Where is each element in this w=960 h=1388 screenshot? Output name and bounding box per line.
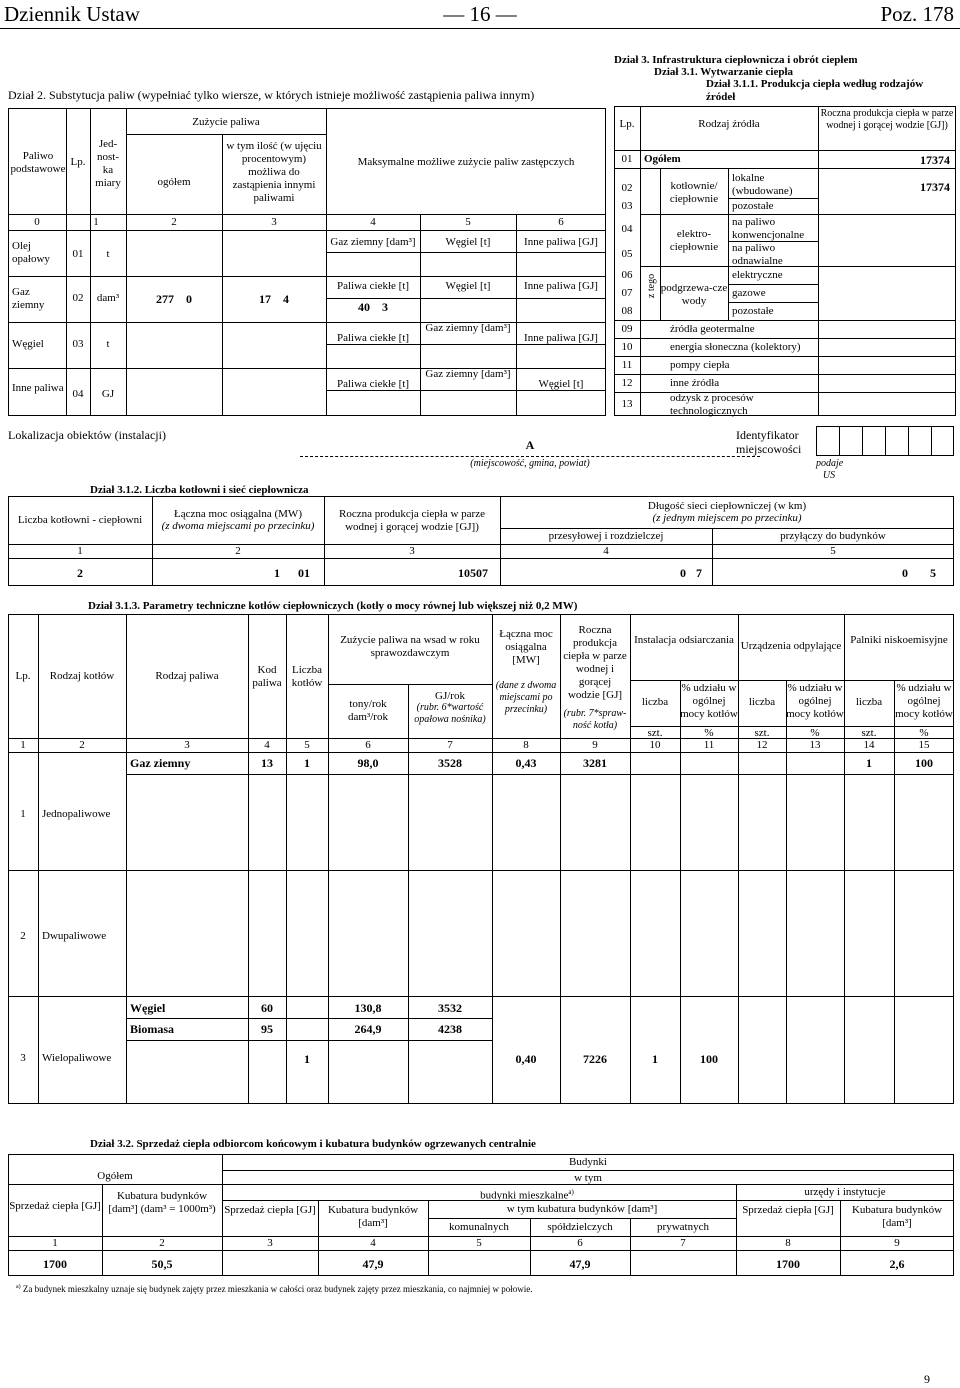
grid-line <box>492 614 493 1104</box>
sec2-colnum: 4 <box>370 216 376 228</box>
sec2-row-name: Gaz ziemny <box>12 286 45 311</box>
sec32-val: 1700 <box>776 1257 800 1271</box>
sec2-row-lp: 01 <box>72 248 84 260</box>
position-number: Poz. 178 <box>880 2 954 26</box>
grid-line <box>560 614 561 1104</box>
grid-line <box>8 214 606 215</box>
sec32-h-kom: komunalnych <box>449 1221 509 1233</box>
sec2-row-lp: 04 <box>72 388 84 400</box>
sec313-h-udzial: % udziału w ogólnej mocy kotłów <box>680 682 738 720</box>
sec312-h4: Długość sieci ciepłowniczej (w km) <box>647 500 807 512</box>
sec3-label: elektryczne <box>732 269 783 281</box>
sec3-label: energia słoneczna (kolektory) <box>670 341 801 353</box>
sec32-val: 2,6 <box>889 1257 905 1271</box>
sec32-h-kub: Kubatura budynków [dam³] <box>851 1204 943 1229</box>
grid-line <box>326 298 606 299</box>
grid-line <box>728 198 818 199</box>
sec3-lp: 06 <box>621 269 633 281</box>
sec3-label: źródła geotermalne <box>670 323 755 335</box>
grid-line <box>126 1018 492 1019</box>
sec3-h-roczna: Roczna produkcja ciepła w parze wodnej i gorącej wodzie [GJ]) <box>820 108 954 131</box>
sec313-h-gj: GJ/rok <box>435 690 465 702</box>
sec313-h-urz: Urządzenia odpylające <box>740 640 842 652</box>
sec2-sub-label: Inne paliwa [GJ] <box>524 236 598 248</box>
footnote-marker: a) <box>16 1284 21 1290</box>
grid-line <box>728 168 729 320</box>
sec313-colnum: 9 <box>592 739 598 751</box>
sec312-val: 10507 <box>458 566 488 580</box>
header-rule <box>0 28 960 29</box>
grid-line <box>614 338 956 339</box>
sec3-lp: 07 <box>621 287 633 299</box>
grid-line <box>126 1040 492 1041</box>
sec3-group: elektro-ciepłownie <box>669 228 719 253</box>
sec312-val: 2 <box>77 566 83 580</box>
sec313-prod: 7226 <box>583 1052 607 1066</box>
grid-line <box>8 322 606 323</box>
sec313-colnum: 10 <box>649 739 661 751</box>
sec2-colnum: 1 <box>93 216 99 228</box>
sec3-lp: 04 <box>621 223 633 235</box>
sec32-colnum: 1 <box>52 1237 58 1249</box>
sec3-group: podgrzewa-cze wody <box>660 282 728 307</box>
sec2-sub-label: Inne paliwa [GJ] <box>524 332 598 344</box>
sec312-h3: Roczna produkcja ciepła w parze wodnej i gorącej wodzie [GJ]) <box>339 508 485 533</box>
sec32-val: 47,9 <box>362 1257 384 1271</box>
sec313-gj: 3532 <box>438 1001 462 1015</box>
sec3-z-tego: z tego <box>646 273 657 299</box>
sec3-label: inne źródła <box>670 377 720 389</box>
grid-line <box>728 302 818 303</box>
grid-line <box>428 1218 736 1219</box>
sec2-sub-label: Paliwa ciekłe [t] <box>336 332 410 344</box>
sec313-h-udzial: % udziału w ogólnej mocy kotłów <box>895 682 953 720</box>
grid-line <box>326 252 606 253</box>
unit: % <box>810 727 820 739</box>
sec312-colnum: 3 <box>409 545 415 557</box>
sec32-colnum: 8 <box>785 1237 791 1249</box>
unit: szt. <box>754 727 770 739</box>
location-id-hint: podaje US <box>816 458 844 481</box>
unit: % <box>704 727 714 739</box>
sec313-c15: 100 <box>915 756 933 770</box>
sec32-h-wtym: w tym <box>574 1172 602 1184</box>
sec313-colnum: 4 <box>264 739 270 751</box>
label: budynki mieszkalne <box>480 1189 569 1202</box>
sec32-colnum: 9 <box>894 1237 900 1249</box>
sec313-paliwo: Biomasa <box>130 1022 175 1036</box>
sec31-title: Dział 3.1. Wytwarzanie ciepła <box>654 66 794 78</box>
sec313-c14: 1 <box>866 756 872 770</box>
grid-line <box>38 614 39 1104</box>
journal-title: Dziennik Ustaw <box>4 2 140 26</box>
sec312-val: 5 <box>930 566 936 580</box>
sec32-val: 50,5 <box>151 1257 173 1271</box>
sec313-paliwo: Węgiel <box>130 1001 166 1015</box>
sec2-colnum: 2 <box>171 216 177 228</box>
grid-line <box>500 528 954 529</box>
sec312-val: 0 <box>680 566 686 580</box>
sec313-tony: 98,0 <box>357 756 379 770</box>
footnote-ref: a) <box>568 1188 574 1196</box>
grid-line <box>630 614 631 1104</box>
sec3-label: Ogółem <box>644 153 681 165</box>
val: 40 <box>358 300 370 314</box>
sec32-h-mieszk <box>318 1186 736 1203</box>
sec313-h-gj-hint: (rubr. 6*wartość opałowa nośnika) <box>414 702 486 725</box>
grid-line <box>614 168 956 169</box>
sec3-title: Dział 3. Infrastruktura ciepłownicza i obrót ciepłem <box>614 54 858 66</box>
unit: % <box>919 727 929 739</box>
sec313-group-name: Wielopaliwowe <box>42 1052 112 1064</box>
sec2-sub-label: Gaz ziemny [dam³] <box>330 236 416 248</box>
sec312-h4-hint: (z jednym miejscem po przecinku) <box>652 512 802 524</box>
location-label: Lokalizacja obiektów (instalacji) <box>8 428 166 442</box>
sec312-val: 0 <box>902 566 908 580</box>
sec32-h-wtymkub: w tym kubatura budynków [dam³] <box>506 1203 658 1215</box>
sec3-label: pompy ciepła <box>670 359 730 371</box>
grid-line <box>640 214 956 215</box>
sec2-row-lp: 03 <box>72 338 84 350</box>
grid-line <box>839 426 840 456</box>
sec32-h-sprz: Sprzedaż ciepła [GJ] <box>742 1204 834 1216</box>
grid-line <box>614 356 956 357</box>
sec32-colnum: 2 <box>159 1237 165 1249</box>
sec313-paliwo: Gaz ziemny <box>130 756 191 770</box>
sec2-h-max: Maksymalne możliwe zużycie paliw zastępczych <box>357 156 575 168</box>
sec313-prod: 3281 <box>583 756 607 770</box>
sec3-lp: 10 <box>621 341 633 353</box>
sec32-colnum: 5 <box>476 1237 482 1249</box>
sec311-title: Dział 3.1.1. Produkcja ciepła według rodzajów źródeł <box>706 78 924 103</box>
sec2-colnum: 6 <box>558 216 564 228</box>
sec313-h-moc-hint: (dane z dwoma miejscami po przecinku) <box>495 680 557 715</box>
grid-line <box>8 276 606 277</box>
sec313-moc: 0,43 <box>515 756 537 770</box>
sec32-h-kub1: Kubatura budynków [dam³] (dam³ = 1000m³) <box>108 1190 216 1215</box>
grid-line <box>126 134 326 135</box>
sec313-tony: 264,9 <box>354 1022 382 1036</box>
sec3-lp: 02 <box>621 182 633 194</box>
sec3-label: na paliwo konwencjonalne <box>732 216 805 241</box>
sec313-colnum: 11 <box>703 739 715 751</box>
grid-line <box>614 320 956 321</box>
sec313-colnum: 15 <box>918 739 930 751</box>
grid-line <box>614 374 956 375</box>
sec313-kod: 95 <box>261 1022 273 1036</box>
sec313-h-zuz: Zużycie paliwa na wsad w roku sprawozdawczym <box>340 634 480 659</box>
sec3-lp: 08 <box>621 305 633 317</box>
sec312-h1: Liczba kotłowni - ciepłowni <box>17 514 143 526</box>
grid-line <box>885 426 886 456</box>
sec313-colnum: 1 <box>20 739 26 751</box>
grid-line <box>8 870 954 871</box>
sec313-lk: 1 <box>304 756 310 770</box>
sec313-c10: 1 <box>652 1052 658 1066</box>
grid-line <box>326 108 327 416</box>
grid-line <box>640 106 641 416</box>
grid-line <box>328 684 492 685</box>
sec313-c11: 100 <box>700 1052 718 1066</box>
unit: szt. <box>647 727 663 739</box>
sec2-row-lp: 02 <box>72 292 84 304</box>
sec2-h-lp: Lp. <box>70 156 86 168</box>
sec3-lp: 12 <box>621 377 633 389</box>
sec313-h-moc: Łączna moc osiągalna [MW] <box>499 628 553 666</box>
ogolem-num: 277 <box>156 292 174 306</box>
sec32-title: Dział 3.2. Sprzedaż ciepła odbiorcom końcowym i kubatura budynków ogrzewanych centralnie <box>90 1138 536 1150</box>
sec2-row-name: Inne paliwa <box>12 382 64 394</box>
sec313-colnum: 6 <box>365 739 371 751</box>
sec313-gj: 4238 <box>438 1022 462 1036</box>
footnote <box>16 1282 916 1295</box>
sec32-h-pryw: prywatnych <box>657 1221 709 1233</box>
sec3-lp: 09 <box>621 323 633 335</box>
grid-line <box>8 368 606 369</box>
grid-line <box>126 774 954 775</box>
page-header-number: — 16 — <box>443 2 517 26</box>
sec313-h-lk: Liczba kotłów <box>291 664 323 689</box>
sec313-h-pal: Palniki niskoemisyjne <box>850 634 948 646</box>
sec313-h-lp: Lp. <box>15 670 31 682</box>
val: 3 <box>382 300 388 314</box>
sec32-colnum: 7 <box>680 1237 686 1249</box>
sec32-h-sprz: Sprzedaż ciepła [GJ] <box>224 1204 316 1216</box>
sec312-colnum: 4 <box>603 545 609 557</box>
sec32-colnum: 6 <box>577 1237 583 1249</box>
sec2-h-paliwo: Paliwo podstawowe <box>10 150 66 175</box>
grid-line <box>8 996 954 997</box>
grid-line <box>66 108 67 416</box>
sec32-h-spol: spółdzielczych <box>547 1221 613 1233</box>
sec312-h4a: przesyłowej i rozdzielczej <box>548 530 664 542</box>
sec313-h-rk: Rodzaj kotłów <box>49 670 115 682</box>
sec313-h-liczba: liczba <box>748 696 776 708</box>
grid-line <box>931 426 932 456</box>
sec313-h-tony: tony/rok dam³/rok <box>348 698 388 723</box>
sec313-title: Dział 3.1.3. Parametry techniczne kotłów ciepłowniczych (kotły o mocy równej lub większej niż 0,2 MW) <box>88 600 578 612</box>
sec313-group-name: Jednopaliwowe <box>42 808 111 820</box>
sec3-lp: 03 <box>621 200 633 212</box>
sec313-kod: 13 <box>261 756 273 770</box>
sec313-h-rp: Rodzaj paliwa <box>155 670 219 682</box>
grid-line <box>8 558 954 559</box>
sec2-colnum: 3 <box>271 216 277 228</box>
val: 4 <box>283 292 289 306</box>
sec32-colnum: 4 <box>370 1237 376 1249</box>
sec313-lk: 1 <box>304 1052 310 1066</box>
sec312-h4b: przyłączy do budynków <box>780 530 886 542</box>
grid-line <box>8 752 954 753</box>
sec313-group-lp: 2 <box>20 930 26 942</box>
footnote-text: Za budynek mieszkalny uznaje się budynek zajęty przez mieszkania w całości oraz budynek zajęty przez mieszkania, co najmniej w połowie. <box>22 1284 533 1294</box>
sec2-title: Dział 2. Substytucja paliw (wypełniać tylko wiersze, w których istnieje możliwość zastąpienia paliwa innym) <box>8 88 535 102</box>
sec312-colnum: 5 <box>830 545 836 557</box>
sec313-colnum: 5 <box>304 739 310 751</box>
sec2-h-wtym: w tym ilość (w ujęciu procentowym) możliwa do zastąpienia innymi paliwami <box>226 140 322 204</box>
sec2-sub-label: Węgiel [t] <box>445 280 491 292</box>
sec312-title: Dział 3.1.2. Liczba kotłowni i sieć ciepłownicza <box>90 484 309 496</box>
sec3-group: kotłownie/ ciepłownie <box>669 180 719 205</box>
sec313-group-name: Dwupaliwowe <box>42 930 107 942</box>
sec313-colnum: 3 <box>184 739 190 751</box>
sec312-val: 7 <box>696 566 702 580</box>
sec32-h-budynki: Budynki <box>569 1156 607 1168</box>
sec312-h2: Łączna moc osiągalna (MW) <box>174 508 302 520</box>
sec32-val: 1700 <box>43 1257 67 1271</box>
sec2-h-zuzycie: Zużycie paliwa <box>192 116 260 128</box>
grid-line <box>222 134 223 416</box>
sec2-sub-label: Gaz ziemny [dam³] <box>425 368 511 380</box>
sec2-sub-label: Inne paliwa [GJ] <box>524 280 598 292</box>
sec313-h-liczba: liczba <box>641 696 669 708</box>
sec2-colnum: 0 <box>34 216 40 228</box>
sec2-row-name: Węgiel <box>12 338 44 350</box>
sec32-h-urzedy: urzędy i instytucje <box>804 1186 886 1198</box>
sec313-h-liczba: liczba <box>855 696 883 708</box>
sec32-h-sprz: Sprzedaż ciepła [GJ] <box>9 1200 101 1212</box>
sec2-sub-label: Paliwa ciekłe [t] <box>336 378 410 390</box>
sec313-h-inst: Instalacja odsiarczania <box>634 634 734 646</box>
sec2-colnum: 5 <box>465 216 471 228</box>
location-line <box>300 456 760 457</box>
sec313-colnum: 7 <box>447 739 453 751</box>
grid-line <box>908 426 909 456</box>
grid-line <box>286 614 287 1104</box>
sec3-label: pozostałe <box>732 200 774 212</box>
sec313-gj: 3528 <box>438 756 462 770</box>
pct-num: 0 <box>186 292 192 306</box>
grid-line <box>8 1250 954 1251</box>
sec2-row-unit: t <box>106 248 110 260</box>
sec2-row-unit: t <box>106 338 110 350</box>
sec3-lp: 13 <box>621 398 633 410</box>
grid-line <box>738 614 739 1104</box>
sec2-row-unit: GJ <box>101 388 115 400</box>
location-value[interactable]: A <box>525 438 535 452</box>
sec3-label: lokalne (wbudowane) <box>732 172 793 197</box>
grid-line <box>8 230 606 231</box>
grid-line <box>844 614 845 1104</box>
grid-line <box>90 108 91 416</box>
grid-line <box>728 284 818 285</box>
page-number: 9 <box>924 1372 930 1386</box>
sec312-h2-hint: (z dwoma miejscami po przecinku) <box>161 520 315 532</box>
grid-line <box>222 1170 954 1171</box>
sec2-sub-label: Węgiel [t] <box>538 378 584 390</box>
sec3-label: pozostałe <box>732 305 774 317</box>
sec3-h-lp: Lp. <box>619 118 635 130</box>
sec3-value: 17374 <box>920 153 950 167</box>
sec313-colnum: 14 <box>863 739 875 751</box>
grid-line <box>126 108 127 416</box>
unit: szt. <box>861 727 877 739</box>
sec3-lp: 01 <box>621 153 633 165</box>
sec313-colnum: 13 <box>809 739 821 751</box>
sec2-sub-label: Paliwa ciekłe [t] <box>336 280 410 292</box>
sec2-pct-value <box>222 292 326 306</box>
sec2-row-unit: dam³ <box>96 292 120 304</box>
sec313-h-prod: Roczna produkcja ciepła w parze wodnej i gorącej wodzie [GJ] <box>563 624 627 701</box>
sec32-h-kub: Kubatura budynków [dam³] <box>327 1204 419 1229</box>
location-hint: (miejscowość, gmina, powiat) <box>470 458 590 469</box>
sec313-group-lp: 1 <box>20 808 26 820</box>
val: 17 <box>259 292 271 306</box>
sec2-sub-label: Gaz ziemny [dam³] <box>425 322 511 334</box>
sec313-tony: 130,8 <box>354 1001 382 1015</box>
grid-line <box>614 150 956 151</box>
sec3-label: na paliwo odnawialne <box>732 242 783 267</box>
sec3-lp: 11 <box>621 359 633 371</box>
sec313-h-kod: Kod paliwa <box>252 664 282 689</box>
sec2-h-ogolem: ogółem <box>157 176 191 188</box>
sec3-label: odzysk z procesów technologicznych <box>670 392 754 417</box>
sec3-h-rodzaj: Rodzaj źródła <box>698 118 760 130</box>
sec312-colnum: 1 <box>77 545 83 557</box>
sec3-value: 17374 <box>920 180 950 194</box>
sec313-colnum: 12 <box>756 739 768 751</box>
sec2-sub-label: Węgiel [t] <box>445 236 491 248</box>
sec313-colnum: 8 <box>523 739 529 751</box>
sec313-h-udzial: % udziału w ogólnej mocy kotłów <box>786 682 844 720</box>
sec313-colnum: 2 <box>79 739 85 751</box>
grid-line <box>862 426 863 456</box>
sec3-lp: 05 <box>621 248 633 260</box>
sec2-sub-value <box>326 300 420 314</box>
grid-line <box>126 614 127 1104</box>
sec312-val: 1 <box>274 566 280 580</box>
sec313-kod: 60 <box>261 1001 273 1015</box>
sec2-ogolem-value <box>126 292 222 306</box>
sec312-colnum: 2 <box>235 545 241 557</box>
sec32-val: 47,9 <box>569 1257 591 1271</box>
sec2-row-name: Olej opałowy <box>12 240 50 265</box>
sec32-h-ogolem: Ogółem <box>97 1170 133 1182</box>
sec313-h-prod-hint: (rubr. 7*spraw-ność kotła) <box>563 708 627 731</box>
sec32-colnum: 3 <box>267 1237 273 1249</box>
sec312-val: 01 <box>298 566 310 580</box>
sec3-label: gazowe <box>732 287 766 299</box>
grid-line <box>630 680 954 681</box>
sec313-moc: 0,40 <box>515 1052 537 1066</box>
sec313-group-lp: 3 <box>20 1052 26 1064</box>
sec2-h-jm: Jed-nost-ka miary <box>95 138 121 189</box>
location-id-label: Identyfikator miejscowości <box>736 428 802 456</box>
